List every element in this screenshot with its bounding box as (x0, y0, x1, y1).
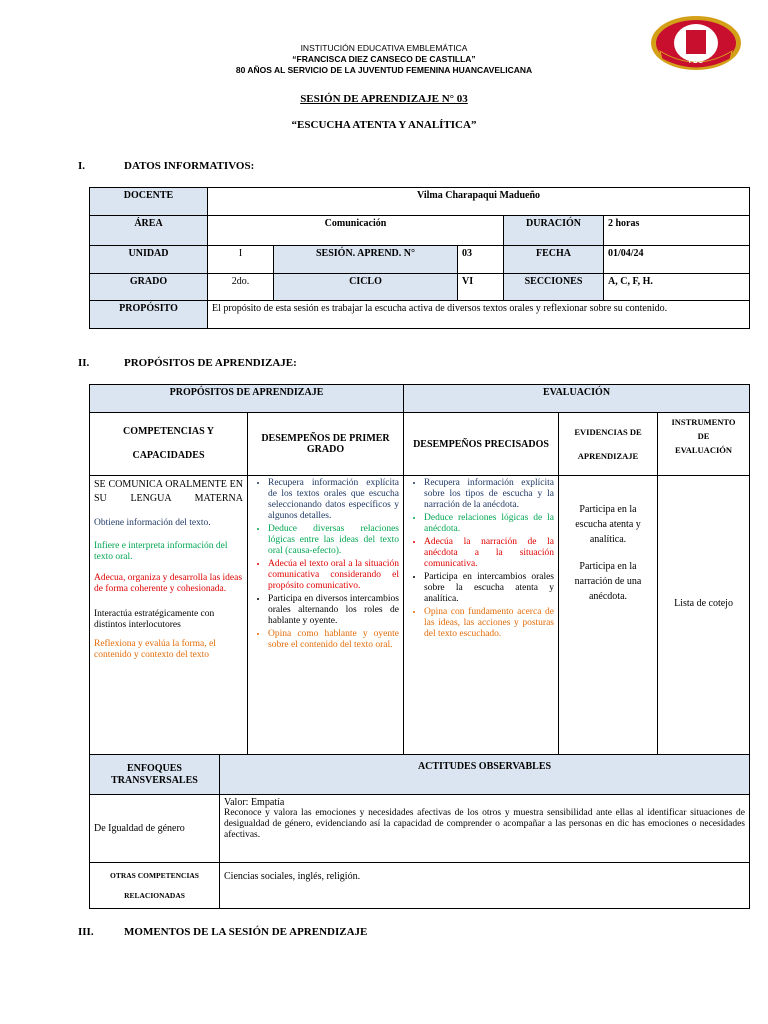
col-competencias-line1: COMPETENCIAS Y (122, 426, 215, 437)
precisados-cell (404, 476, 559, 755)
precisado-5: • Opina con fundamento acerca de las ideas, las acciones y posturas del texto escuchado. (424, 607, 554, 640)
section-3-title: MOMENTOS DE LA SESIÓN DE APRENDIZAJE (124, 926, 368, 938)
grado-label: GRADO (90, 274, 208, 301)
capacity-1: Obtiene información del texto. (94, 518, 211, 528)
evidencia-2: Participa en la narración de una anécdota. (574, 561, 642, 602)
instrumento-cell: Lista de cotejo (658, 476, 750, 755)
col-desempenos: DESEMPEÑOS DE PRIMER GRADO (248, 413, 404, 476)
desempeno-5: • Opina como hablante y oyente sobre el contenido del texto oral. (268, 629, 399, 651)
fecha-label: FECHA (504, 246, 604, 274)
capacity-3: Adecua, organiza y desarrolla las ideas de forma coherente y cohesionada. (94, 573, 243, 594)
precisado-2: • Deduce relaciones lógicas de la anécdota. (424, 513, 554, 535)
ciclo-value: VI (458, 274, 504, 301)
enfoque-name: De Igualdad de género (90, 795, 220, 863)
col-instrumento (658, 413, 750, 476)
secciones-label: SECCIONES (504, 274, 604, 301)
enfoques-head: ENFOQUES TRANSVERSALES (90, 755, 220, 795)
secciones-value: A, C, F, H. (604, 274, 750, 301)
sesion-value: 03 (458, 246, 504, 274)
capacity-2: Infiere e interpreta información del texto oral. (94, 541, 228, 562)
session-title: SESIÓN DE APRENDIZAJE N° 03 (300, 93, 468, 105)
section-2-title: PROPÓSITOS DE APRENDIZAJE: (124, 357, 297, 369)
purposes-table (89, 384, 750, 755)
school-logo (650, 15, 742, 71)
evidencias-cell (559, 476, 658, 755)
duracion-value: 2 horas (604, 216, 750, 246)
proposito-label: PROPÓSITO (90, 301, 208, 329)
precisado-4: • Participa en intercambios orales sobre la escucha atenta y analítica. (424, 572, 554, 605)
logo-text: FDC (688, 58, 704, 65)
desempenos-list (252, 478, 399, 651)
precisado-3: • Adecúa la narración de la anécdota a la situación comunicativa. (424, 537, 554, 570)
section-2-number: II. (78, 357, 90, 369)
actitud-cell (220, 795, 750, 863)
area-label: ÁREA (90, 216, 208, 246)
enfoques-table (89, 754, 750, 909)
desempeno-3: • Adecúa el texto oral a la situación comunicativa considerando el propósito comunicativo. (268, 559, 399, 592)
grado-value: 2do. (208, 274, 274, 301)
otras-label-line1: OTRAS COMPETENCIAS (110, 870, 199, 880)
actitudes-head: ACTITUDES OBSERVABLES (220, 755, 750, 795)
sesion-label: SESIÓN. APREND. N° (274, 246, 458, 274)
otras-competencias-label (90, 863, 220, 909)
header-line-1: INSTITUCIÓN EDUCATIVA EMBLEMÁTICA (300, 43, 468, 53)
desempeno-4: • Participa en diversos intercambios orales alternando los roles de hablante y oyente. (268, 594, 399, 627)
duracion-label: DURACIÓN (504, 216, 604, 246)
evidencia-1: Participa en la escucha atenta y analítica. (575, 504, 641, 545)
col-instrumento-line1: INSTRUMENTO (671, 417, 736, 427)
col-evidencias-line2: APRENDIZAJE (577, 451, 639, 461)
evaluation-head: EVALUACIÓN (404, 385, 750, 413)
header-line-2: “FRANCISCA DIEZ CANSECO DE CASTILLA” (292, 54, 476, 64)
col-instrumento-line3: EVALUACIÓN (675, 445, 733, 455)
docente-label: DOCENTE (90, 188, 208, 216)
section-1-number: I. (78, 160, 86, 172)
section-3-number: III. (78, 926, 94, 938)
actitud-text: Reconoce y valora las emociones y necesidades afectivas de los otros y muestra sensibilidad ante ellas al identificar situaciones de desigualdad de género, evidenciando así la capacidad de comprender o acompañar a las personas en dic has emociones o necesidades afectivas. (224, 808, 745, 840)
otras-label-line2: RELACIONADAS (124, 890, 185, 900)
col-instrumento-line2: DE (697, 431, 710, 441)
unidad-label: UNIDAD (90, 246, 208, 274)
desempeno-1: • Recupera información explícita de los textos orales que escucha seleccionando datos específicos y algunos detalles. (268, 478, 399, 522)
ciclo-label: CICLO (274, 274, 458, 301)
session-subtitle: “ESCUCHA ATENTA Y ANALÍTICA” (291, 119, 477, 131)
col-evidencias-line1: EVIDENCIAS DE (574, 427, 642, 437)
desempeno-2: • Deduce diversas relaciones lógicas entre las ideas del texto oral (causa-efecto). (268, 524, 399, 557)
col-competencias (90, 413, 248, 476)
proposito-value: El propósito de esta sesión es trabajar la escucha activa de diversos textos orales y reflexionar sobre su contenido. (208, 301, 750, 329)
section-1-title: DATOS INFORMATIVOS: (124, 160, 255, 172)
purposes-head: PROPÓSITOS DE APRENDIZAJE (90, 385, 404, 413)
competencias-cell (90, 476, 248, 755)
col-precisados: DESEMPEÑOS PRECISADOS (404, 413, 559, 476)
fecha-value: 01/04/24 (604, 246, 750, 274)
area-value: Comunicación (208, 216, 504, 246)
precisados-list (408, 478, 554, 640)
col-competencias-line2: CAPACIDADES (132, 450, 205, 461)
unidad-value: I (208, 246, 274, 274)
desempenos-cell (248, 476, 404, 755)
precisado-1: • Recupera información explícita sobre los tipos de escucha y la narración de la anécdota. (424, 478, 554, 511)
capacity-5: Reflexiona y evalúa la forma, el contenido y contexto del texto (94, 639, 216, 660)
competencia-text: SE COMUNICA ORALMENTE EN SU LENGUA MATERNA (94, 479, 243, 504)
docente-value: Vilma Charapaqui Madueño (208, 188, 750, 216)
header-line-3: 80 AÑOS AL SERVICIO DE LA JUVENTUD FEMENINA HUANCAVELICANA (235, 65, 533, 75)
otras-competencias-value: Ciencias sociales, inglés, religión. (220, 863, 750, 909)
capacity-4: Interactúa estratégicamente con distintos interlocutores (94, 609, 215, 630)
valor-text: Valor: Empatía (224, 797, 285, 808)
info-table (89, 187, 750, 329)
col-evidencias (559, 413, 658, 476)
